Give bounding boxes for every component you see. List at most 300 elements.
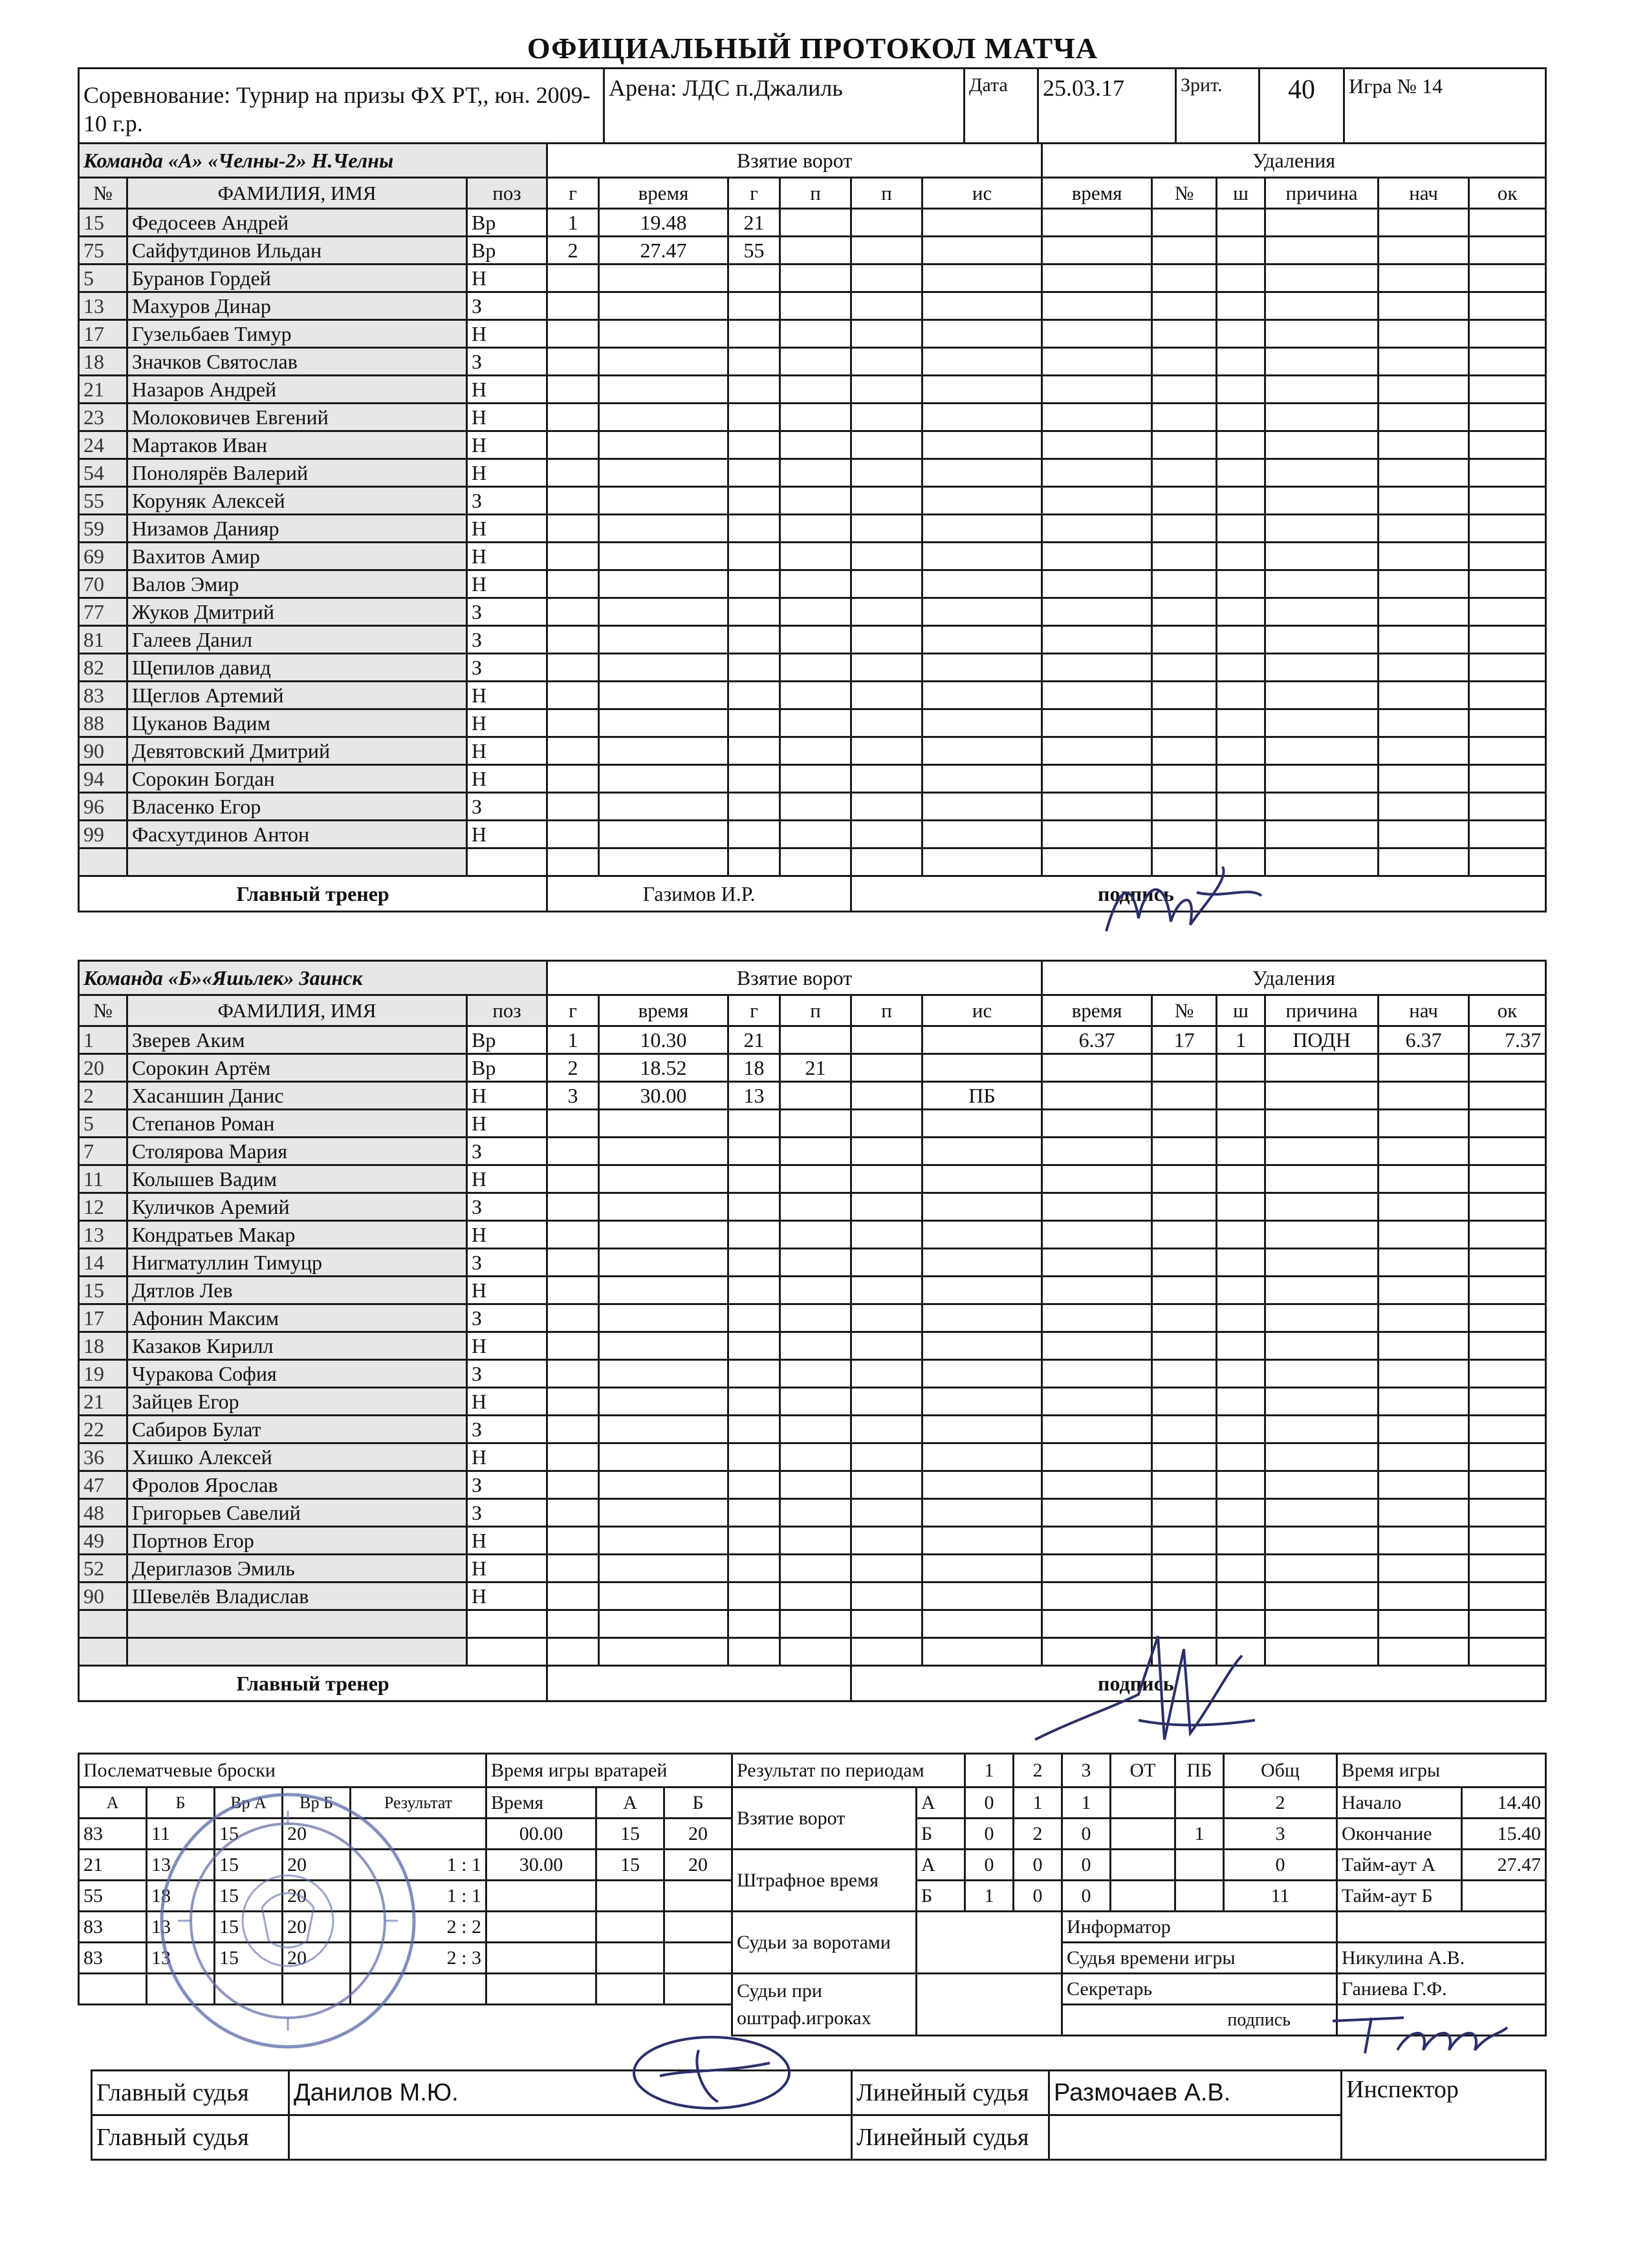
penalty-time — [1042, 1527, 1152, 1555]
period-cell — [1111, 1819, 1175, 1850]
goal-p1 — [780, 1416, 851, 1443]
player-row — [79, 1527, 1546, 1555]
player-number: 99 — [79, 821, 127, 848]
goal-gs — [728, 1221, 780, 1249]
goal-p2 — [851, 1527, 922, 1555]
penalty-end — [1469, 1638, 1546, 1666]
periods-team-b: Б — [917, 1881, 965, 1912]
secretary-label: Секретарь — [1063, 1974, 1336, 2005]
penalty-num — [1152, 1082, 1217, 1110]
penalty-time — [1042, 1416, 1152, 1443]
penalty-end — [1469, 292, 1546, 320]
player-position — [467, 1638, 547, 1666]
goal-p2 — [851, 1638, 922, 1666]
shootout-caption: Послематчевые броски — [79, 1754, 486, 1787]
penalty-min — [1217, 1054, 1265, 1082]
penalty-end — [1469, 1416, 1546, 1443]
goalie-time-cell: 00.00 — [486, 1819, 596, 1850]
penalty-judges-label: Судьи при оштраф.игроках — [732, 1974, 917, 2036]
player-number: 75 — [79, 237, 127, 265]
player-position: Н — [467, 459, 547, 487]
goal-gs — [728, 682, 780, 709]
goal-is — [922, 821, 1042, 848]
goal-p1 — [780, 348, 851, 376]
period-cell: 1 — [1062, 1787, 1111, 1819]
player-row — [79, 1193, 1546, 1221]
penalty-end — [1469, 1110, 1546, 1138]
player-name: Цуканов Вадим — [127, 709, 467, 737]
player-row — [79, 1582, 1546, 1610]
goal-gs — [728, 598, 780, 626]
goal-g — [547, 431, 599, 459]
player-row — [79, 1638, 1546, 1666]
penalty-time — [1042, 209, 1152, 237]
player-number: 23 — [79, 404, 127, 431]
penalty-start — [1379, 1527, 1469, 1555]
goal-time — [599, 515, 728, 543]
document-title: ОФИЦИАЛЬНЫЙ ПРОТОКОЛ МАТЧА — [527, 32, 1098, 65]
penalty-time — [1042, 709, 1152, 737]
period-cell: 0 — [1062, 1881, 1111, 1912]
goal-p2 — [851, 765, 922, 793]
col-name: ФАМИЛИЯ, ИМЯ — [127, 178, 467, 209]
goal-time — [599, 1499, 728, 1527]
goal-is — [922, 1471, 1042, 1499]
goal-gs — [728, 1110, 780, 1138]
player-row — [79, 570, 1546, 598]
goal-time — [599, 654, 728, 682]
player-position: Н — [467, 821, 547, 848]
goal-is — [922, 376, 1042, 404]
referees-table — [91, 2069, 1547, 2161]
col-assist-2: п — [851, 995, 922, 1026]
goal-g — [547, 1443, 599, 1471]
goal-g — [547, 1110, 599, 1138]
goal-gs — [728, 737, 780, 765]
penalty-time — [1042, 487, 1152, 515]
player-row — [79, 737, 1546, 765]
team-b-goals-caption: Взятие ворот — [547, 961, 1042, 995]
goal-is — [922, 1499, 1042, 1527]
col-num: № — [79, 995, 127, 1026]
player-position: Н — [467, 765, 547, 793]
goal-p2 — [851, 376, 922, 404]
player-row — [79, 626, 1546, 654]
penalty-reason — [1265, 848, 1379, 876]
shootout-cell: 83 — [79, 1943, 147, 1974]
player-position: З — [467, 1416, 547, 1443]
goal-p2 — [851, 292, 922, 320]
penalty-end — [1469, 709, 1546, 737]
penalty-start — [1379, 348, 1469, 376]
penalty-time — [1042, 1138, 1152, 1165]
secretary-name: Ганиева Г.Ф. — [1338, 1974, 1545, 2005]
player-name: Зверев Аким — [127, 1026, 467, 1054]
player-position: З — [467, 348, 547, 376]
goal-gs — [728, 765, 780, 793]
goal-g — [547, 1249, 599, 1277]
goal-time — [599, 1165, 728, 1193]
penalty-reason — [1265, 348, 1379, 376]
team-a-table — [78, 142, 1547, 913]
player-row — [79, 459, 1546, 487]
player-name: Вахитов Амир — [127, 543, 467, 570]
goal-g — [547, 848, 599, 876]
penalty-reason — [1265, 320, 1379, 348]
player-position: Н — [467, 431, 547, 459]
penalty-end — [1469, 1249, 1546, 1277]
penalty-num — [1152, 404, 1217, 431]
penalty-num — [1152, 487, 1217, 515]
goal-g — [547, 1582, 599, 1610]
penalty-min — [1217, 1416, 1265, 1443]
goal-p2 — [851, 1582, 922, 1610]
goal-is — [922, 1110, 1042, 1138]
penalty-start — [1379, 1443, 1469, 1471]
player-row — [79, 265, 1546, 292]
player-name: Фасхутдинов Антон — [127, 821, 467, 848]
player-row — [79, 1304, 1546, 1332]
col-pos: поз — [467, 995, 547, 1026]
penalty-min — [1217, 1221, 1265, 1249]
penalty-min — [1217, 626, 1265, 654]
player-position: З — [467, 654, 547, 682]
goal-time — [599, 459, 728, 487]
penalty-min — [1217, 543, 1265, 570]
penalty-reason — [1265, 209, 1379, 237]
penalty-reason — [1265, 1610, 1379, 1638]
goal-g — [547, 459, 599, 487]
shootout-cell: 83 — [79, 1819, 147, 1850]
goal-is — [922, 543, 1042, 570]
goal-p1 — [780, 543, 851, 570]
goal-is — [922, 1443, 1042, 1471]
penalty-time — [1042, 1165, 1152, 1193]
player-name: Девятовский Дмитрий — [127, 737, 467, 765]
player-row — [79, 765, 1546, 793]
main-referee-label: Главный судья — [92, 2071, 289, 2115]
goal-g — [547, 1499, 599, 1527]
goal-p1 — [780, 209, 851, 237]
goal-g — [547, 737, 599, 765]
team-b-table — [78, 960, 1547, 1702]
col-pen-reason: причина — [1265, 178, 1379, 209]
goal-time — [599, 1193, 728, 1221]
goal-gs — [728, 320, 780, 348]
goal-p2 — [851, 1249, 922, 1277]
goal-is: ПБ — [922, 1082, 1042, 1110]
player-number: 5 — [79, 265, 127, 292]
col-pen-start: нач — [1379, 178, 1469, 209]
coach-b-signature — [1022, 1630, 1268, 1759]
goal-gs — [728, 1471, 780, 1499]
penalty-end — [1469, 1332, 1546, 1360]
goal-g — [547, 1332, 599, 1360]
goal-p2 — [851, 1110, 922, 1138]
period-col: 2 — [1014, 1754, 1062, 1787]
player-name: Афонин Максим — [127, 1304, 467, 1332]
goal-p1 — [780, 1110, 851, 1138]
shootout-cell: 13 — [147, 1912, 215, 1943]
player-number: 81 — [79, 626, 127, 654]
goal-is — [922, 570, 1042, 598]
goal-gs: 21 — [728, 209, 780, 237]
goal-p1: 21 — [780, 1054, 851, 1082]
col-goal-time: время — [599, 995, 728, 1026]
goal-gs — [728, 1416, 780, 1443]
penalty-end — [1469, 1471, 1546, 1499]
player-name: Власенко Егор — [127, 793, 467, 821]
col-num: № — [79, 178, 127, 209]
penalty-time — [1042, 1249, 1152, 1277]
player-row — [79, 1416, 1546, 1443]
team-b-coach-name — [547, 1666, 851, 1701]
shootout-cell: 15 — [215, 1912, 283, 1943]
penalty-min — [1217, 1388, 1265, 1416]
player-row — [79, 237, 1546, 265]
goal-p1 — [780, 1610, 851, 1638]
penalty-time — [1042, 1360, 1152, 1388]
penalty-time — [1042, 1277, 1152, 1304]
goal-p2 — [851, 793, 922, 821]
player-name: Чуракова София — [127, 1360, 467, 1388]
period-cell: 0 — [1224, 1850, 1337, 1881]
team-a-coach-label: Главный тренер — [79, 876, 547, 912]
penalty-num — [1152, 1471, 1217, 1499]
player-name: Колышев Вадим — [127, 1165, 467, 1193]
penalty-start — [1379, 1054, 1469, 1082]
goal-gs — [728, 459, 780, 487]
penalty-min — [1217, 209, 1265, 237]
player-number: 13 — [79, 1221, 127, 1249]
goal-p2 — [851, 1388, 922, 1416]
goal-time — [599, 1388, 728, 1416]
penalty-num — [1152, 209, 1217, 237]
goal-gs — [728, 515, 780, 543]
arena: Арена: ЛДС п.Джалиль — [604, 69, 965, 144]
player-position: З — [467, 598, 547, 626]
goal-g — [547, 487, 599, 515]
goal-p2 — [851, 598, 922, 626]
goal-p2 — [851, 1054, 922, 1082]
goal-time — [599, 765, 728, 793]
official-stamp — [152, 1785, 424, 2057]
goalie-time-caption: Время игры вратарей — [486, 1754, 732, 1787]
penalty-min — [1217, 515, 1265, 543]
penalty-min — [1217, 1332, 1265, 1360]
goal-g — [547, 765, 599, 793]
informer-label: Информатор — [1063, 1912, 1336, 1943]
goal-p2 — [851, 1277, 922, 1304]
goal-g — [547, 1388, 599, 1416]
goal-p1 — [780, 1304, 851, 1332]
col-assist-1: п — [780, 178, 851, 209]
goal-p2 — [851, 1499, 922, 1527]
player-row — [79, 709, 1546, 737]
penalty-start — [1379, 682, 1469, 709]
penalty-min — [1217, 1165, 1265, 1193]
penalty-min — [1217, 292, 1265, 320]
goalie-time-row — [486, 1819, 732, 1850]
goal-gs — [728, 1638, 780, 1666]
penalty-end — [1469, 1277, 1546, 1304]
goal-g — [547, 682, 599, 709]
player-position: З — [467, 1138, 547, 1165]
penalty-reason — [1265, 1138, 1379, 1165]
penalty-reason — [1265, 1249, 1379, 1277]
goal-g — [547, 821, 599, 848]
penalty-num — [1152, 459, 1217, 487]
goal-time — [599, 1221, 728, 1249]
goal-time — [599, 1110, 728, 1138]
col-pen-start: нач — [1379, 995, 1469, 1026]
col-pos: поз — [467, 178, 547, 209]
goal-gs — [728, 1360, 780, 1388]
player-position: Н — [467, 709, 547, 737]
goal-p2 — [851, 1138, 922, 1165]
period-cell — [1175, 1881, 1224, 1912]
player-position: Вр — [467, 1054, 547, 1082]
goal-p1 — [780, 459, 851, 487]
penalty-reason — [1265, 292, 1379, 320]
goal-p1 — [780, 1360, 851, 1388]
player-name: Столярова Мария — [127, 1138, 467, 1165]
player-name: Низамов Данияр — [127, 515, 467, 543]
penalty-time — [1042, 431, 1152, 459]
goal-p1 — [780, 404, 851, 431]
goal-g — [547, 1638, 599, 1666]
team-a-coach-name: Газимов И.Р. — [547, 876, 851, 912]
goal-time — [599, 1638, 728, 1666]
penalty-time — [1042, 1471, 1152, 1499]
player-position: Н — [467, 1555, 547, 1582]
penalty-num — [1152, 1388, 1217, 1416]
penalty-reason — [1265, 265, 1379, 292]
goal-p1 — [780, 598, 851, 626]
goal-gs — [728, 1499, 780, 1527]
goal-g — [547, 404, 599, 431]
goal-is — [922, 209, 1042, 237]
goal-gs — [728, 793, 780, 821]
player-name: Федосеев Андрей — [127, 209, 467, 237]
penalty-reason — [1265, 1638, 1379, 1666]
spectators-label: Зрит. — [1176, 69, 1260, 144]
goal-is — [922, 431, 1042, 459]
penalty-min — [1217, 821, 1265, 848]
goal-g — [547, 1165, 599, 1193]
player-number: 70 — [79, 570, 127, 598]
goal-p1 — [780, 570, 851, 598]
goal-time — [599, 821, 728, 848]
goal-g — [547, 1360, 599, 1388]
linesman-2-label: Линейный судья — [852, 2115, 1049, 2160]
penalty-num — [1152, 1277, 1217, 1304]
col-pen-time: время — [1042, 178, 1152, 209]
player-name: Портнов Егор — [127, 1527, 467, 1555]
goal-is — [922, 1332, 1042, 1360]
player-number: 48 — [79, 1499, 127, 1527]
col-pen-num: № — [1152, 178, 1217, 209]
goal-is — [922, 1582, 1042, 1610]
player-position: Н — [467, 1332, 547, 1360]
penalty-min — [1217, 737, 1265, 765]
penalty-time — [1042, 737, 1152, 765]
goal-g — [547, 515, 599, 543]
spectators-count: 40 — [1260, 69, 1344, 144]
goal-p1 — [780, 1277, 851, 1304]
player-row — [79, 1277, 1546, 1304]
goal-time — [599, 265, 728, 292]
penalty-num — [1152, 1249, 1217, 1277]
penalty-reason — [1265, 543, 1379, 570]
goal-time — [599, 598, 728, 626]
goal-p2 — [851, 1443, 922, 1471]
penalty-end — [1469, 487, 1546, 515]
penalty-min — [1217, 265, 1265, 292]
goal-p1 — [780, 1555, 851, 1582]
penalty-min — [1217, 487, 1265, 515]
goal-p1 — [780, 737, 851, 765]
periods-penalty-label: Штрафное время — [732, 1850, 917, 1912]
penalty-min — [1217, 1582, 1265, 1610]
shootout-cell: 21 — [79, 1850, 147, 1881]
goal-gs — [728, 1249, 780, 1277]
goal-g: 3 — [547, 1082, 599, 1110]
goal-p2 — [851, 1555, 922, 1582]
goal-p2 — [851, 487, 922, 515]
goal-gs — [728, 626, 780, 654]
goal-is — [922, 515, 1042, 543]
penalty-reason — [1265, 431, 1379, 459]
goal-p2 — [851, 1416, 922, 1443]
goal-p2 — [851, 709, 922, 737]
penalty-num — [1152, 1304, 1217, 1332]
timekeeper-name: Никулина А.В. — [1342, 1947, 1465, 1969]
penalty-reason — [1265, 515, 1379, 543]
col-pen-min: ш — [1217, 995, 1265, 1026]
shootout-cell: 20 — [283, 1881, 351, 1912]
goal-g — [547, 1555, 599, 1582]
goal-is — [922, 1304, 1042, 1332]
match-date: 25.03.17 — [1038, 69, 1176, 144]
goal-time — [599, 348, 728, 376]
penalty-min — [1217, 237, 1265, 265]
penalty-num — [1152, 709, 1217, 737]
goal-is — [922, 793, 1042, 821]
col-name: ФАМИЛИЯ, ИМЯ — [127, 995, 467, 1026]
player-row — [79, 1332, 1546, 1360]
goal-time — [599, 404, 728, 431]
col-assist-2: п — [851, 178, 922, 209]
player-name: Махуров Динар — [127, 292, 467, 320]
player-number: 15 — [79, 209, 127, 237]
goal-g — [547, 543, 599, 570]
goal-p1 — [780, 1249, 851, 1277]
goal-time — [599, 1416, 728, 1443]
goal-p2 — [851, 404, 922, 431]
goal-time: 10.30 — [599, 1026, 728, 1054]
penalty-end — [1469, 237, 1546, 265]
player-name — [127, 1638, 467, 1666]
goal-time — [599, 1527, 728, 1555]
periods-table — [731, 1753, 1338, 2036]
player-name: Жуков Дмитрий — [127, 598, 467, 626]
goal-time — [599, 848, 728, 876]
shootout-col: Б — [147, 1787, 215, 1819]
goal-time — [599, 1249, 728, 1277]
penalty-start — [1379, 1388, 1469, 1416]
penalty-time — [1042, 348, 1152, 376]
